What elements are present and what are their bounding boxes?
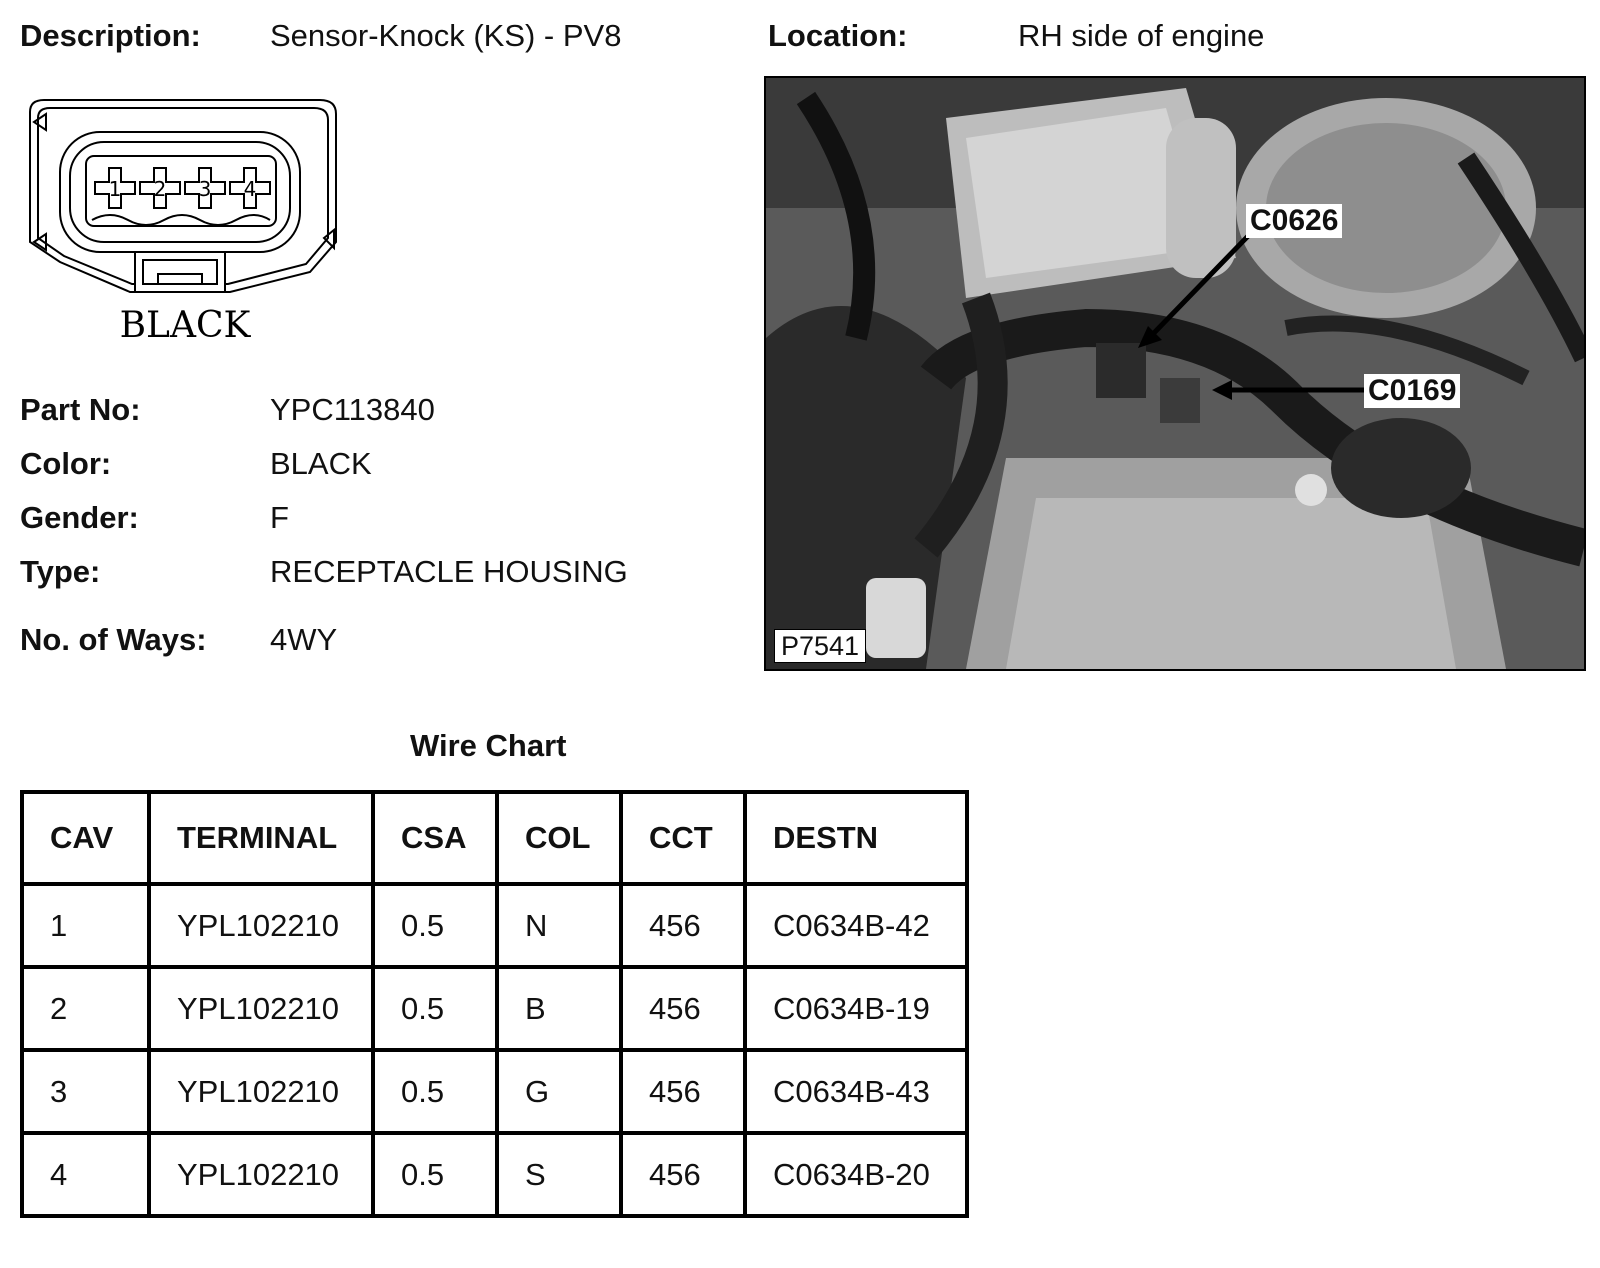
- callout-c0626: C0626: [1246, 204, 1342, 238]
- connector-color-caption: BLACK: [119, 305, 251, 346]
- description-value: Sensor-Knock (KS) - PV8: [270, 18, 622, 53]
- wire-chart-table: [20, 790, 969, 1218]
- photo-id: P7541: [774, 629, 866, 663]
- connector-pins: [95, 168, 270, 208]
- table-cell: 2: [22, 967, 149, 1050]
- description-label: Description:: [20, 18, 201, 53]
- color-value: BLACK: [270, 446, 372, 481]
- pin-1-label: 1: [108, 177, 122, 201]
- column-header-csa: CSA: [373, 792, 497, 884]
- column-header-cct: CCT: [621, 792, 745, 884]
- table-row: [22, 1050, 967, 1133]
- table-cell: B: [497, 967, 621, 1050]
- table-row: [22, 967, 967, 1050]
- column-header-destn: DESTN: [745, 792, 967, 884]
- pin-2-label: 2: [153, 177, 167, 201]
- table-cell: YPL102210: [149, 884, 373, 967]
- table-cell: C0634B-43: [745, 1050, 967, 1133]
- table-cell: C0634B-20: [745, 1133, 967, 1216]
- table-cell: YPL102210: [149, 1133, 373, 1216]
- column-header-terminal: TERMINAL: [149, 792, 373, 884]
- type-label: Type:: [20, 554, 101, 589]
- type-value: RECEPTACLE HOUSING: [270, 554, 628, 589]
- pin-4-label: 4: [243, 177, 257, 201]
- engine-photo: [764, 76, 1586, 671]
- table-cell: C0634B-42: [745, 884, 967, 967]
- callout-c0169: C0169: [1364, 374, 1460, 408]
- column-header-col: COL: [497, 792, 621, 884]
- ways-value: 4WY: [270, 622, 338, 657]
- table-cell: 0.5: [373, 1050, 497, 1133]
- table-cell: 456: [621, 884, 745, 967]
- table-cell: 0.5: [373, 1133, 497, 1216]
- table-cell: S: [497, 1133, 621, 1216]
- table-cell: YPL102210: [149, 1050, 373, 1133]
- part-no-value: YPC113840: [270, 392, 435, 427]
- location-value: RH side of engine: [1018, 18, 1265, 53]
- table-cell: 1: [22, 884, 149, 967]
- table-cell: 4: [22, 1133, 149, 1216]
- table-cell: 456: [621, 1133, 745, 1216]
- table-cell: 0.5: [373, 967, 497, 1050]
- location-label: Location:: [768, 18, 908, 53]
- table-cell: 0.5: [373, 884, 497, 967]
- table-cell: YPL102210: [149, 967, 373, 1050]
- pin-3-label: 3: [198, 177, 212, 201]
- table-cell: G: [497, 1050, 621, 1133]
- table-cell: 456: [621, 1050, 745, 1133]
- table-cell: 456: [621, 967, 745, 1050]
- table-row: [22, 1133, 967, 1216]
- part-no-label: Part No:: [20, 392, 141, 427]
- gender-value: F: [270, 500, 289, 535]
- table-cell: C0634B-19: [745, 967, 967, 1050]
- table-row: [22, 884, 967, 967]
- table-cell: 3: [22, 1050, 149, 1133]
- ways-label: No. of Ways:: [20, 622, 207, 657]
- color-label: Color:: [20, 446, 112, 481]
- table-cell: N: [497, 884, 621, 967]
- table-header-row: [22, 792, 967, 884]
- connector-diagram: [20, 92, 350, 357]
- gender-label: Gender:: [20, 500, 139, 535]
- wire-chart-title: Wire Chart: [410, 728, 567, 763]
- column-header-cav: CAV: [22, 792, 149, 884]
